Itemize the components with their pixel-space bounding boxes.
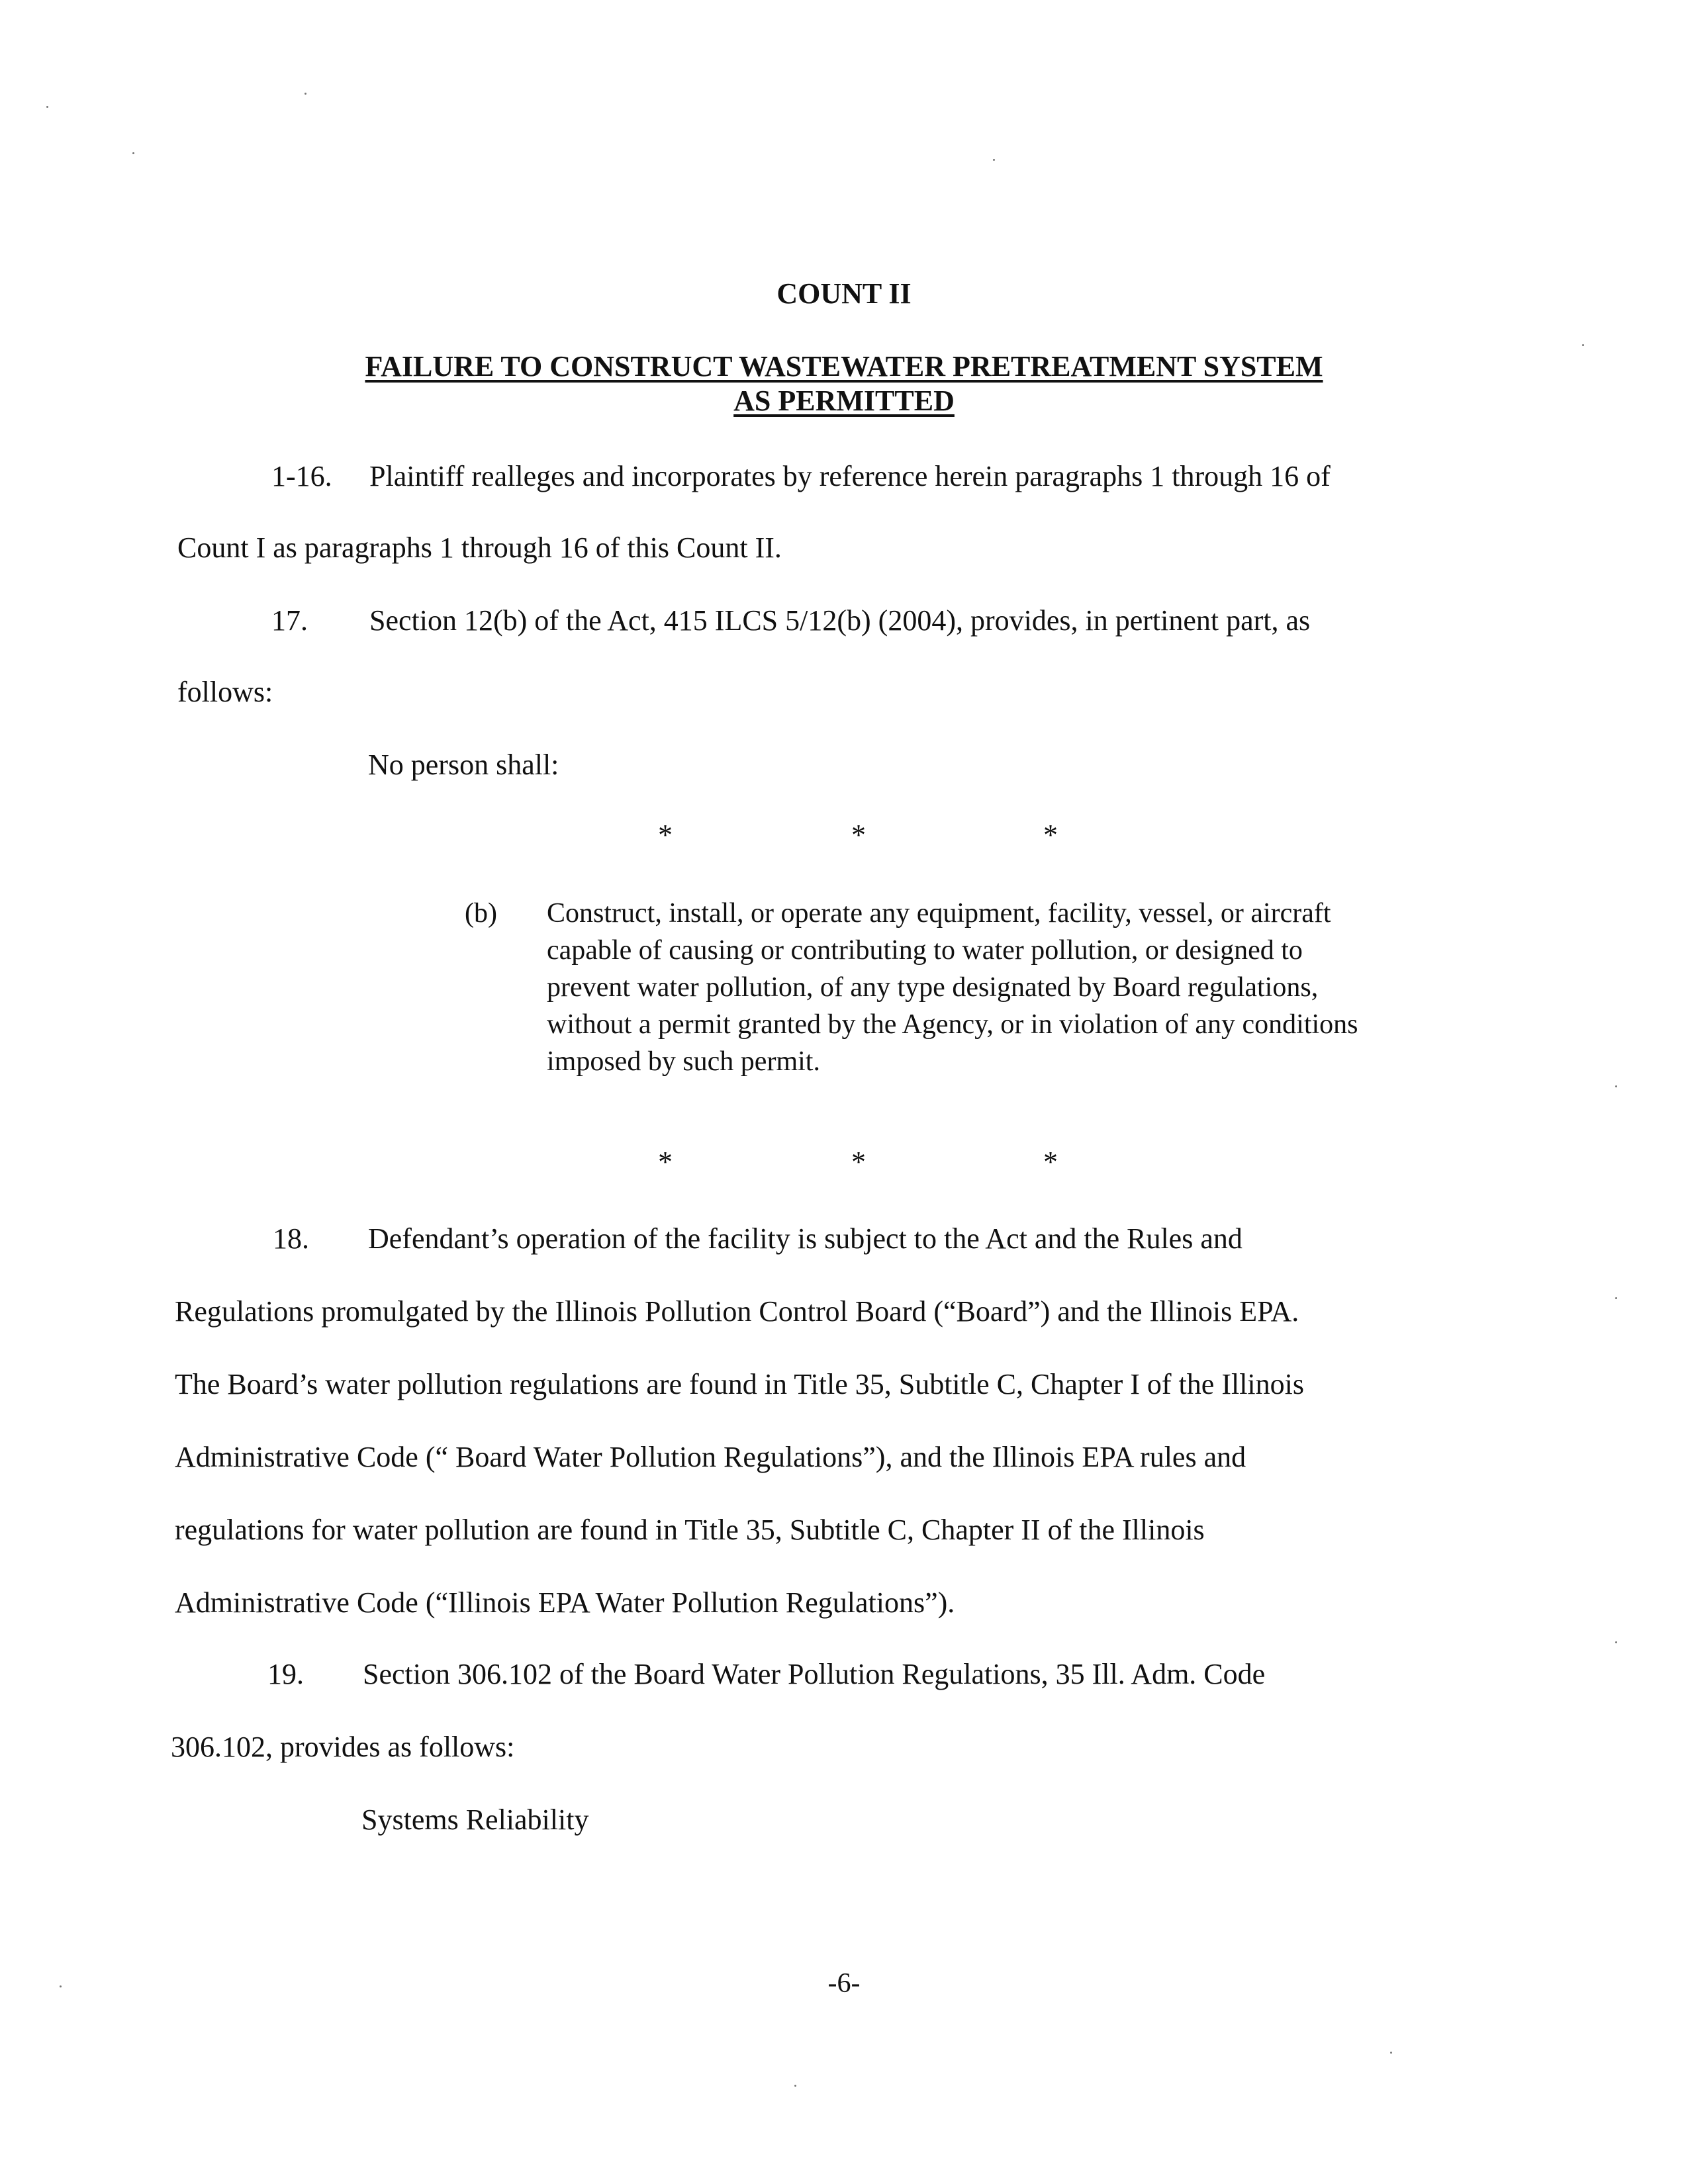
- paragraph-19-line2: 306.102, provides as follows:: [171, 1731, 515, 1763]
- paragraph-number: 19.: [267, 1658, 304, 1690]
- paragraph-17-line2: follows:: [177, 676, 273, 708]
- quote-intro: No person shall:: [368, 749, 559, 781]
- paragraph-18-line6: Administrative Code (“Illinois EPA Water Pollution Regulations”).: [175, 1586, 955, 1619]
- paragraph-1-16-line2: Count I as paragraphs 1 through 16 of this Count II.: [177, 531, 782, 564]
- paragraph-number: 1-16.: [271, 460, 332, 492]
- scan-speck: [993, 159, 995, 161]
- scan-speck: [1582, 344, 1584, 346]
- paragraph-18-line3: The Board’s water pollution regulations are found in Title 35, Subtitle C, Chapter I of the Illinois: [175, 1368, 1304, 1400]
- scan-speck: [60, 1985, 62, 1987]
- scan-speck: [132, 152, 134, 154]
- paragraph-number: 17.: [271, 604, 308, 637]
- ellipsis-asterisk: *: [1043, 819, 1058, 851]
- quote-sub-label: (b): [465, 898, 497, 929]
- paragraph-17-line1: Section 12(b) of the Act, 415 ILCS 5/12(b) (2004), provides, in pertinent part, as: [369, 604, 1311, 637]
- ellipsis-asterisk: *: [1043, 1146, 1058, 1178]
- paragraph-18-line1: Defendant’s operation of the facility is subject to the Act and the Rules and: [368, 1222, 1243, 1255]
- paragraph-18-line2: Regulations promulgated by the Illinois Pollution Control Board (“Board”) and the Illinois EPA.: [175, 1295, 1299, 1328]
- ellipsis-asterisk: *: [851, 819, 866, 851]
- scan-speck: [1615, 1641, 1617, 1643]
- paragraph-19-line1: Section 306.102 of the Board Water Pollution Regulations, 35 Ill. Adm. Code: [363, 1658, 1266, 1690]
- paragraph-19-subhead: Systems Reliability: [361, 1803, 589, 1836]
- quote-sub-text: Construct, install, or operate any equipment, facility, vessel, or aircraft capable of causing or contributing to water pollution, or designed to prevent water pollution, of any type designated by Board regulations, without a permit granted by the Agency, or in violation of any conditions imposed by such permit.: [547, 898, 1358, 1077]
- scan-speck: [794, 2085, 796, 2087]
- paragraph-1-16-line1: Plaintiff realleges and incorporates by reference herein paragraphs 1 through 16 of: [369, 460, 1331, 492]
- scan-speck: [1390, 2052, 1392, 2054]
- paragraph-18-line5: regulations for water pollution are found in Title 35, Subtitle C, Chapter II of the Illinois: [175, 1514, 1205, 1546]
- scan-speck: [1615, 1085, 1617, 1087]
- page-number: -6-: [827, 1968, 861, 1999]
- scan-speck: [305, 93, 306, 95]
- ellipsis-asterisk: *: [658, 1146, 673, 1178]
- ellipsis-asterisk: *: [658, 819, 673, 851]
- paragraph-number: 18.: [273, 1222, 309, 1255]
- scan-speck: [46, 106, 48, 108]
- scan-speck: [1615, 1297, 1617, 1299]
- paragraph-18-line4: Administrative Code (“ Board Water Pollution Regulations”), and the Illinois EPA rules and: [175, 1441, 1246, 1473]
- ellipsis-asterisk: *: [851, 1146, 866, 1178]
- count-title-line2: AS PERMITTED: [733, 385, 955, 417]
- count-heading: COUNT II: [776, 277, 912, 310]
- count-title-line1: FAILURE TO CONSTRUCT WASTEWATER PRETREATMENT SYSTEM: [365, 350, 1323, 383]
